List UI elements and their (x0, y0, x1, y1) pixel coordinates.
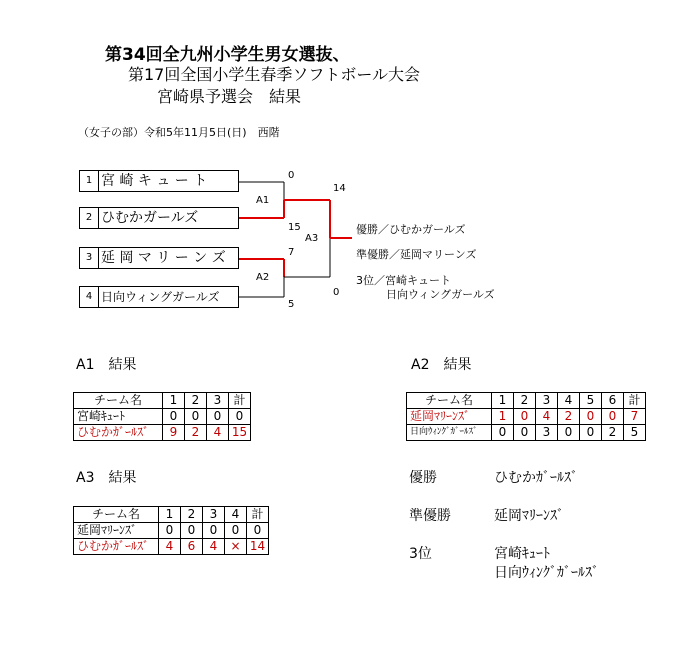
score-cell: 2 (185, 425, 207, 441)
score-cell: 0 (163, 409, 185, 425)
header-cell: 4 (225, 507, 247, 523)
score-cell: 14 (247, 539, 269, 555)
team-cell: 日向ｳｨﾝｸﾞｶﾞｰﾙｽﾞ (407, 425, 492, 441)
table-row (74, 539, 269, 555)
team-number: 4 (80, 287, 99, 307)
score-cell: 5 (624, 425, 646, 441)
header-cell: 3 (536, 393, 558, 409)
score-cell: 0 (207, 409, 229, 425)
score-cell: 0 (602, 409, 624, 425)
header-cell: 3 (207, 393, 229, 409)
title-line2: 第17回全国小学生春季ソフトボール大会 (128, 65, 421, 84)
team-name: 宮 崎 キ ュ ー ト (101, 173, 208, 189)
team-cell: ひむかｶﾞｰﾙｽﾞ (74, 425, 163, 441)
score-cell: 0 (225, 523, 247, 539)
match-label-a3: A3 (305, 233, 319, 244)
header-cell: 2 (514, 393, 536, 409)
score-cell: 4 (159, 539, 181, 555)
score-a3-bottom: 0 (333, 287, 340, 298)
score-cell: 15 (229, 425, 251, 441)
score-cell: 0 (159, 523, 181, 539)
header-cell: 計 (247, 507, 269, 523)
team-cell: 延岡ﾏﾘｰﾝｽﾞ (407, 409, 492, 425)
score-cell: 2 (558, 409, 580, 425)
a3-heading: A3 結果 (76, 470, 137, 486)
table-row (74, 425, 251, 441)
a2-table (406, 392, 646, 441)
score-cell: 3 (536, 425, 558, 441)
team-number: 2 (80, 208, 99, 228)
table-row (74, 523, 269, 539)
a3-table (73, 506, 269, 555)
header-cell: 6 (602, 393, 624, 409)
score-cell: 1 (492, 409, 514, 425)
score-cell: 0 (580, 409, 602, 425)
final-third-label: 3位 (409, 546, 432, 562)
a1-table (73, 392, 251, 441)
header-cell: 1 (492, 393, 514, 409)
header-cell: チーム名 (74, 507, 159, 523)
team-name: ひむかガールズ (101, 210, 199, 226)
final-champion-team: ひむかｶﾞｰﾙｽﾞ (494, 470, 578, 486)
score-cell: 0 (580, 425, 602, 441)
score-cell: 4 (203, 539, 225, 555)
table-row (407, 409, 646, 425)
score-team1: 0 (288, 170, 295, 181)
title-line3: 宮崎県予選会 結果 (157, 87, 302, 106)
header-cell: 2 (185, 393, 207, 409)
table-row (407, 425, 646, 441)
match-label-a2: A2 (256, 272, 270, 283)
score-cell: 9 (163, 425, 185, 441)
table-header-row (74, 393, 251, 409)
header-cell: 1 (159, 507, 181, 523)
bracket-team-2 (79, 207, 239, 229)
header-cell: チーム名 (74, 393, 163, 409)
bracket-champion: 優勝／ひむかガールズ (356, 223, 466, 236)
score-cell: 4 (536, 409, 558, 425)
team-number: 1 (80, 171, 99, 191)
subtitle: （女子の部）令和5年11月5日(日) 西階 (78, 126, 280, 139)
table-row (74, 409, 251, 425)
final-third-team-1: 宮崎ｷｭｰﾄ (494, 546, 550, 562)
header-cell: 1 (163, 393, 185, 409)
score-cell: 0 (514, 409, 536, 425)
team-number: 3 (80, 248, 99, 268)
score-cell: 0 (492, 425, 514, 441)
a2-heading: A2 結果 (411, 357, 472, 373)
score-cell: 4 (207, 425, 229, 441)
score-cell: 2 (602, 425, 624, 441)
final-runner-label: 準優勝 (409, 508, 451, 524)
score-team4: 5 (288, 299, 295, 310)
header-cell: 計 (229, 393, 251, 409)
team-cell: ひむかｶﾞｰﾙｽﾞ (74, 539, 159, 555)
title-line1: 第34回全九州小学生男女選抜、 (105, 45, 350, 65)
score-cell: 0 (558, 425, 580, 441)
score-cell: 0 (514, 425, 536, 441)
final-runner-team: 延岡ﾏﾘｰﾝｽﾞ (494, 508, 564, 524)
score-team2: 15 (288, 222, 301, 233)
table-header-row (407, 393, 646, 409)
team-name: 延 岡 マ リ ー ン ズ (101, 250, 226, 266)
team-cell: 宮崎ｷｭｰﾄ (74, 409, 163, 425)
score-cell: 0 (181, 523, 203, 539)
bracket-third-2: 日向ウィングガールズ (386, 288, 495, 301)
table-header-row (74, 507, 269, 523)
score-cell: 0 (185, 409, 207, 425)
score-cell: 0 (203, 523, 225, 539)
header-cell: 5 (580, 393, 602, 409)
header-cell: 2 (181, 507, 203, 523)
team-cell: 延岡ﾏﾘｰﾝｽﾞ (74, 523, 159, 539)
team-name: 日向ウィングガールズ (101, 290, 220, 304)
score-cell: 0 (247, 523, 269, 539)
bracket-runner-up: 準優勝／延岡マリーンズ (356, 248, 477, 261)
header-cell: 4 (558, 393, 580, 409)
header-cell: 計 (624, 393, 646, 409)
bracket-team-1 (79, 170, 239, 192)
score-cell: × (225, 539, 247, 555)
score-cell: 7 (624, 409, 646, 425)
score-cell: 0 (229, 409, 251, 425)
match-label-a1: A1 (256, 195, 270, 206)
final-champion-label: 優勝 (409, 470, 437, 486)
final-third-team-2: 日向ｳｨﾝｸﾞｶﾞｰﾙｽﾞ (494, 565, 599, 581)
bracket-team-4 (79, 286, 239, 308)
score-cell: 6 (181, 539, 203, 555)
header-cell: チーム名 (407, 393, 492, 409)
bracket-team-3 (79, 247, 239, 269)
bracket-third-1: 3位／宮崎キュート (356, 274, 451, 287)
a1-heading: A1 結果 (76, 357, 137, 373)
header-cell: 3 (203, 507, 225, 523)
score-team3: 7 (288, 247, 295, 258)
score-a3-top: 14 (333, 183, 346, 194)
